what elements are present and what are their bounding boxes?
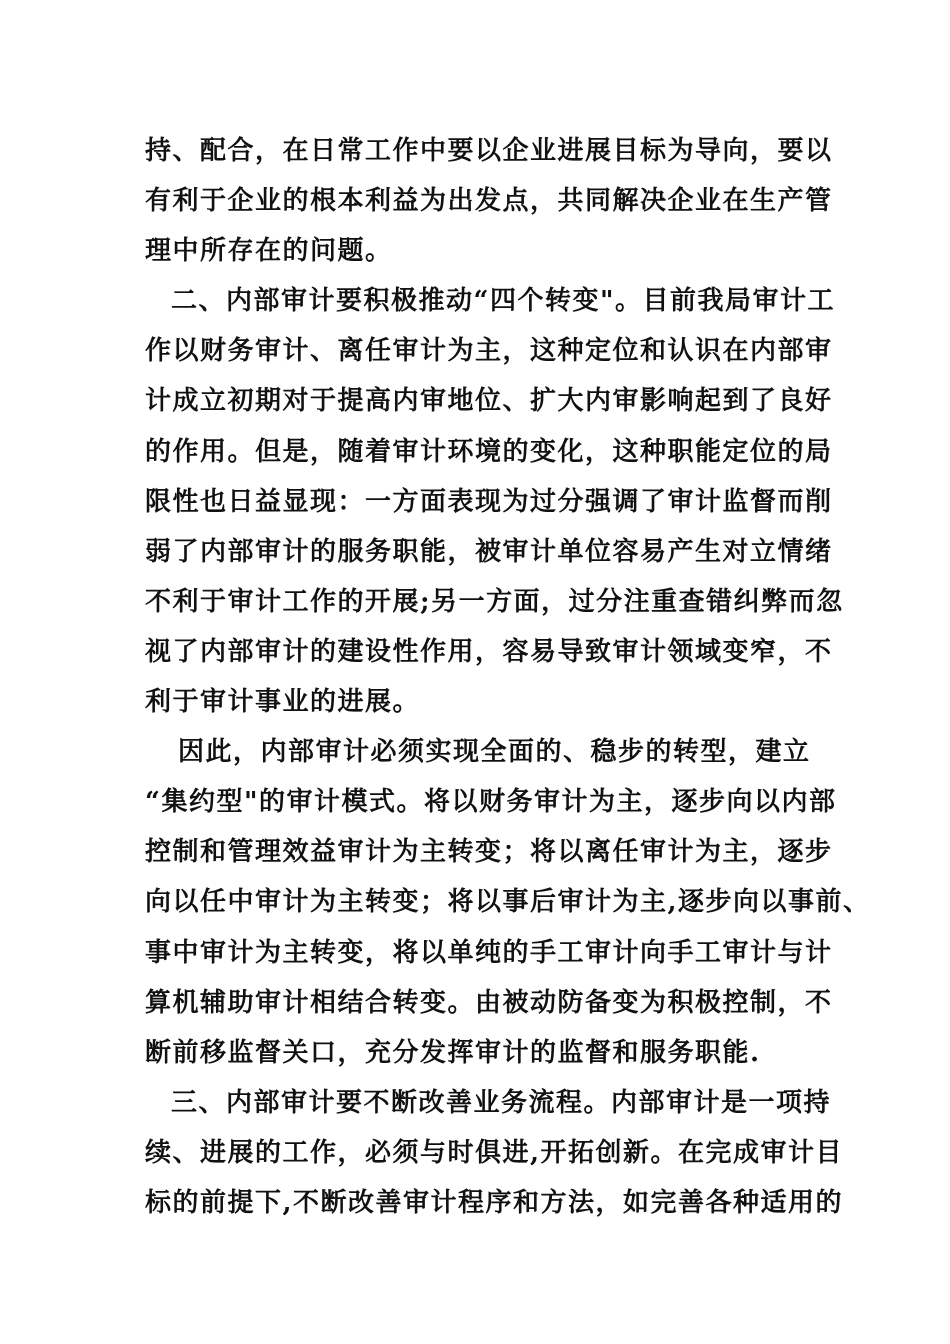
text-line: 限性也日益显现：一方面表现为过分强调了审计监督而削 xyxy=(145,486,833,517)
text-line: 事中审计为主转变，将以单纯的手工审计向手工审计与计 xyxy=(145,937,833,968)
text-line: 控制和管理效益审计为主转变；将以离任审计为主，逐步 xyxy=(145,837,833,868)
text-line: 断前移监督关口，充分发挥审计的监督和服务职能. xyxy=(145,1037,761,1068)
text-line: 续、进展的工作，必须与时俱进,开拓创新。在完成审计目 xyxy=(145,1137,844,1168)
section-heading-2: 二、内部审计要积极推动“四个转变"。目前我局审计工 xyxy=(171,286,836,317)
document-body xyxy=(145,126,871,1228)
text-line: 理中所存在的问题。 xyxy=(145,236,393,267)
text-line: 不利于审计工作的开展;另一方面，过分注重查错纠弊而忽 xyxy=(145,586,844,617)
text-line: 作以财务审计、离任审计为主，这种定位和认识在内部审 xyxy=(145,336,833,367)
paragraph-start: 因此，内部审计必须实现全面的、稳步的转型，建立 xyxy=(178,737,811,768)
text-line: 有利于企业的根本利益为出发点，共同解决企业在生产管 xyxy=(145,186,833,217)
text-line: 视了内部审计的建设性作用，容易导致审计领域变窄，不 xyxy=(145,636,833,667)
text-line: 标的前提下,不断改善审计程序和方法，如完善各种适用的 xyxy=(145,1187,844,1218)
text-line: 计成立初期对于提高内审地位、扩大内审影响起到了良好 xyxy=(145,386,833,417)
text-line: 向以任中审计为主转变；将以事后审计为主,逐步向以事前、 xyxy=(145,887,871,918)
text-line: 算机辅助审计相结合转变。由被动防备变为积极控制，不 xyxy=(145,987,833,1018)
text-line: 的作用。但是，随着审计环境的变化，这种职能定位的局 xyxy=(145,436,833,467)
text-line: 弱了内部审计的服务职能，被审计单位容易产生对立情绪 xyxy=(145,536,833,567)
text-line: “集约型"的审计模式。将以财务审计为主，逐步向以内部 xyxy=(145,787,837,818)
text-line: 利于审计事业的进展。 xyxy=(145,687,421,718)
section-heading-3: 三、内部审计要不断改善业务流程。内部审计是一项持 xyxy=(171,1087,832,1118)
text-line: 持、配合，在日常工作中要以企业进展目标为导向，要以 xyxy=(145,136,833,166)
